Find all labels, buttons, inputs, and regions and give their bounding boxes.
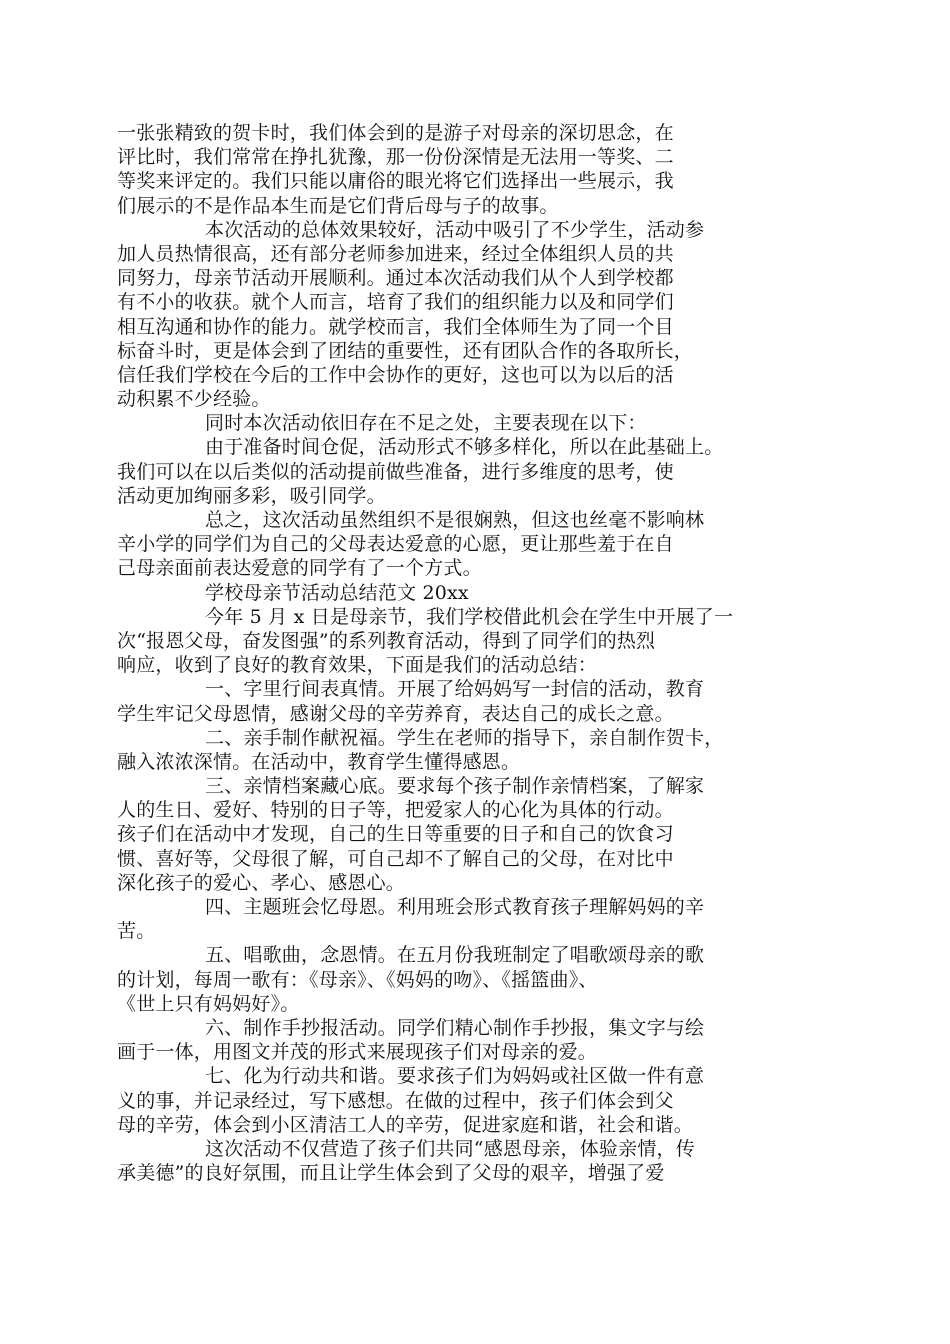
text-line: 有不小的收获。就个人而言，培育了我们的组织能力以及和同学们: [117, 291, 674, 314]
text-line: 总之，这次活动虽然组织不是很娴熟，但这也丝毫不影响林: [205, 509, 705, 531]
text-line: 三、亲情档案藏心底。要求每个孩子制作亲情档案，了解家: [205, 775, 705, 798]
text-line: 深化孩子的爱心、孝心、感恩心。: [117, 871, 406, 894]
text-line: 孩子们在活动中才发现，自己的生日等重要的日子和自己的饮食习: [117, 823, 674, 846]
text-line: 同时本次活动依旧存在不足之处，主要表现在以下：: [205, 412, 647, 435]
text-line: 《世上只有妈妈好》。: [117, 992, 300, 1015]
text-line: 今年 5 月 x 日是母亲节，我们学校借此机会在学生中开展了一: [205, 605, 734, 628]
text-line: 活动更加绚丽多彩，吸引同学。: [117, 484, 386, 507]
text-line: 二、亲手制作献祝福。学生在老师的指导下，亲自制作贺卡，: [205, 726, 724, 749]
text-line: 们展示的不是作品本生而是它们背后母与子的故事。: [117, 194, 559, 217]
text-line: 义的事，并记录经过，写下感想。在做的过程中，孩子们体会到父: [117, 1089, 674, 1112]
text-line: 我们可以在以后类似的活动提前做些准备，进行多维度的思考，使: [117, 460, 674, 483]
document-body: [117, 121, 807, 1185]
text-line: 标奋斗时，更是体会到了团结的重要性，还有团队合作的各取所长，: [117, 339, 694, 362]
text-line: 同努力，母亲节活动开展顺利。通过本次活动我们从个人到学校都: [117, 267, 674, 290]
text-line: 动积累不少经验。: [117, 388, 271, 411]
text-line: 学校母亲节活动总结范文 20xx: [205, 581, 469, 604]
text-line: 母的辛劳，体会到小区清洁工人的辛劳，促进家庭和谐，社会和谐。: [117, 1113, 694, 1136]
text-line: 次“报恩父母，奋发图强”的系列教育活动，得到了同学们的热烈: [117, 629, 656, 652]
text-line: 加人员热情很高，还有部分老师参加进来，经过全体组织人员的共: [117, 242, 674, 265]
text-line: 本次活动的总体效果较好，活动中吸引了不少学生，活动参: [205, 218, 705, 241]
text-line: 五、唱歌曲，念恩情。在五月份我班制定了唱歌颂母亲的歌: [205, 944, 705, 967]
text-line: 四、主题班会忆母恩。利用班会形式教育孩子理解妈妈的辛: [205, 896, 705, 918]
text-line: 画于一体，用图文并茂的形式来展现孩子们对母亲的爱。: [117, 1041, 598, 1064]
text-line: 苦。: [117, 920, 156, 943]
text-line: 信任我们学校在今后的工作中会协作的更好，这也可以为以后的活: [117, 363, 674, 386]
text-line: 的计划，每周一歌有：《母亲》、《妈妈的吻》、《摇篮曲》、: [117, 968, 598, 991]
text-line: 一、字里行间表真情。开展了给妈妈写一封信的活动，教育: [205, 678, 705, 701]
text-line: 人的生日、爱好、特别的日子等，把爱家人的心化为具体的行动。: [117, 799, 674, 822]
text-line: 辛小学的同学们为自己的父母表达爱意的心愿，更让那些羞于在自: [117, 533, 674, 556]
text-line: 学生牢记父母恩情，感谢父母的辛劳养育，表达自己的成长之意。: [117, 702, 674, 725]
text-line: 惯、喜好等，父母很了解，可自己却不了解自己的父母，在对比中: [117, 847, 674, 870]
text-line: 己母亲面前表达爱意的同学有了一个方式。: [117, 557, 482, 580]
text-line: 承美德”的良好氛围，而且让学生体会到了父母的艰辛，增强了爱: [117, 1162, 665, 1185]
text-line: 评比时，我们常常在挣扎犹豫，那一份份深情是无法用一等奖、二: [117, 146, 674, 169]
text-line: 由于准备时间仓促，活动形式不够多样化，所以在此基础上。: [205, 436, 724, 459]
text-line: 融入浓浓深情。在活动中，教育学生懂得感恩。: [117, 750, 521, 773]
text-line: 相互沟通和协作的能力。就学校而言，我们全体师生为了同一个目: [117, 315, 674, 338]
text-line: 六、制作手抄报活动。同学们精心制作手抄报，集文字与绘: [205, 1016, 705, 1039]
text-line: 七、化为行动共和谐。要求孩子们为妈妈或社区做一件有意: [205, 1065, 705, 1088]
text-line: 响应，收到了良好的教育效果，下面是我们的活动总结：: [117, 654, 598, 677]
text-line: 等奖来评定的。我们只能以庸俗的眼光将它们选择出一些展示，我: [117, 170, 674, 193]
text-line: 这次活动不仅营造了孩子们共同“感恩母亲，体验亲情，传: [205, 1137, 695, 1160]
text-line: 一张张精致的贺卡时，我们体会到的是游子对母亲的深切思念，在: [117, 122, 674, 144]
